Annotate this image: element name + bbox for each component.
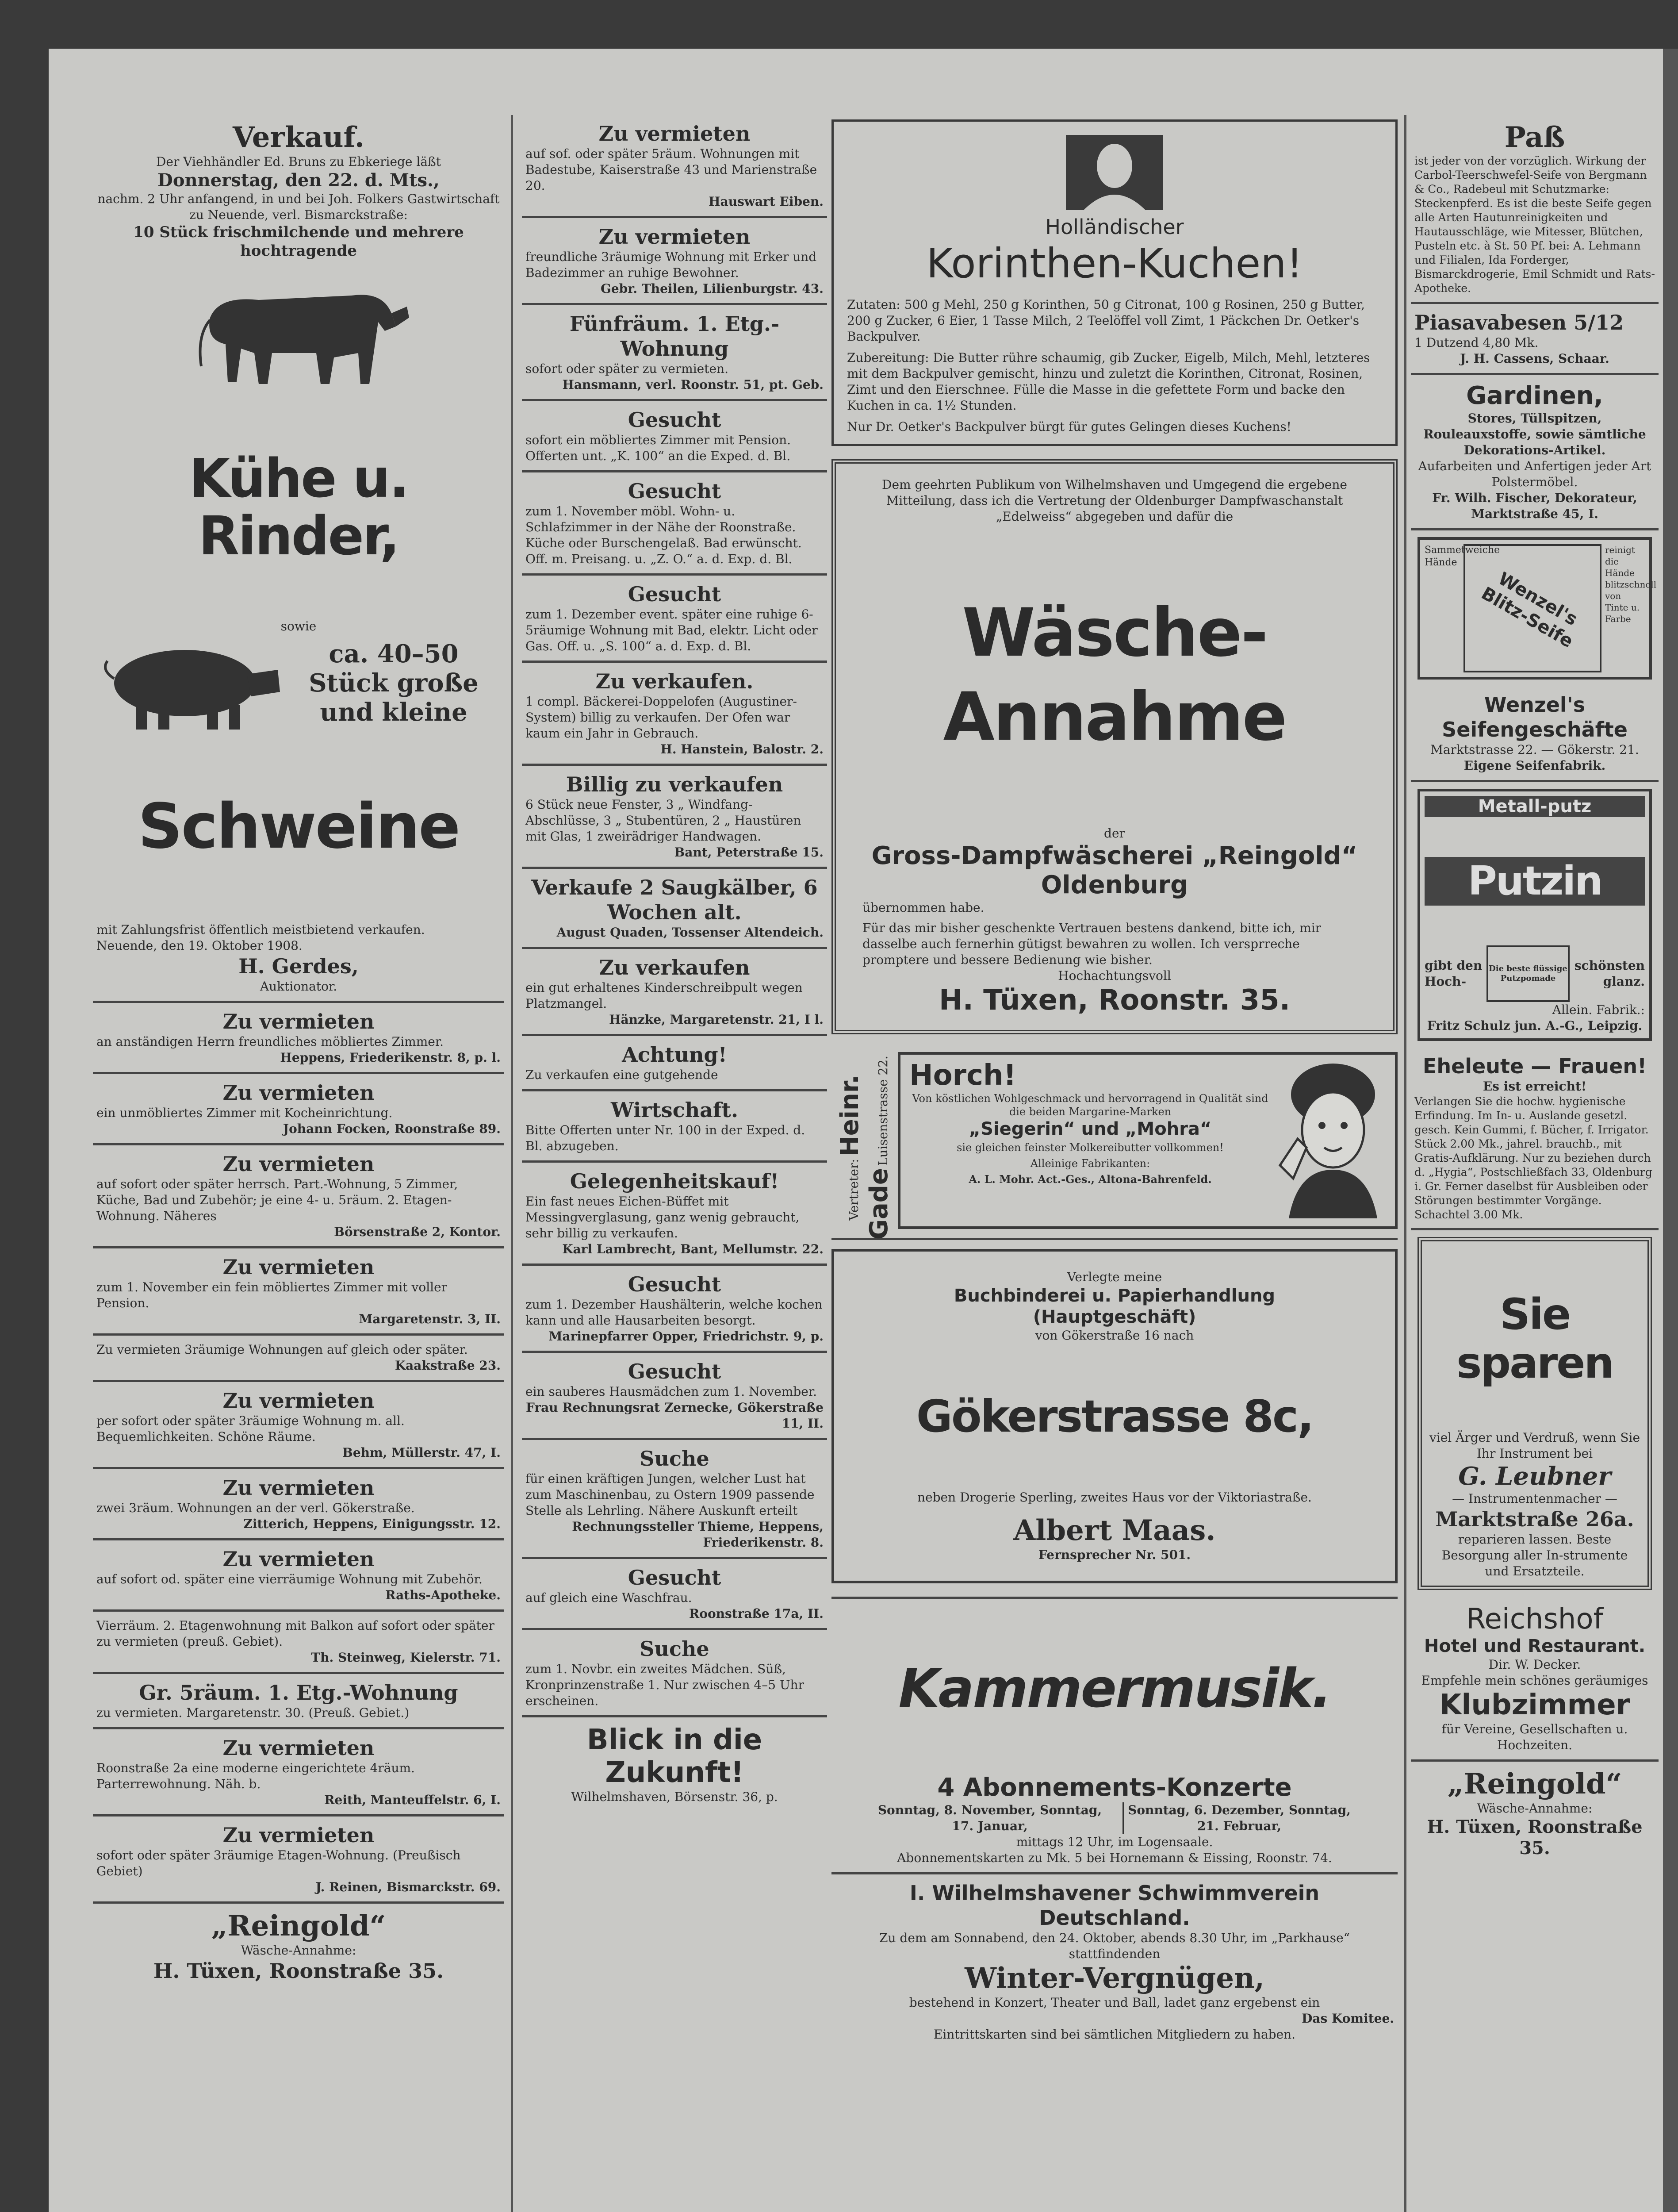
ad-text: auf sofort od. später eine vierräumige Wohnung mit Zubehör. (96, 1572, 483, 1586)
classified-ad (93, 1003, 504, 1074)
classified-ad (522, 401, 827, 472)
ad-text: sofort oder später 3räumige Etagen-Wohnung. (Preußisch Gebiet) (96, 1848, 461, 1878)
ad-text: ein unmöbliertes Zimmer mit Kocheinrichtung. (96, 1106, 393, 1120)
winter-sign: Das Komitee. (1302, 2011, 1394, 2026)
ad-sign: Karl Lambrecht, Bant, Mellumstr. 22. (562, 1242, 824, 1256)
wenzel-title: Wenzel's Seifengeschäfte (1442, 693, 1628, 741)
pass-ad (1411, 115, 1659, 304)
ad-sign: Hänzke, Margaretenstr. 21, I l. (609, 1012, 824, 1027)
schwimm-ad (831, 1874, 1398, 2049)
putzin-title: Putzin (1425, 857, 1645, 906)
column-1 (93, 115, 504, 2212)
putz-left: gibt den Hoch- (1425, 958, 1483, 989)
blick-sub: Wilhelmshaven, Börsenstr. 36, p. (571, 1790, 778, 1804)
ad-sign: Zitterich, Heppens, Einigungsstr. 12. (243, 1517, 501, 1531)
kuchen-title: Korinthen-Kuchen! (926, 240, 1303, 287)
classified-ad (522, 766, 827, 869)
classified-ad (522, 869, 827, 949)
kuehe-heading: Kühe u. Rinder, (189, 448, 408, 567)
waesche-greet: Hochachtungsvoll (1058, 968, 1171, 983)
ad-text: auf gleich eine Waschfrau. (525, 1590, 692, 1605)
reichshof-text: Empfehle mein schönes geräumiges (1421, 1673, 1648, 1688)
ad-title: Gesucht (628, 582, 721, 606)
verkauf-terms: mit Zahlungsfrist öffentlich meistbietend verkaufen. (96, 922, 425, 937)
ad-sign: Th. Steinweg, Kielerstr. 71. (311, 1650, 501, 1665)
horch-text: Von köstlichen Wohlgeschmack und hervorragend in Qualität sind die beiden Margarine-Marken (912, 1092, 1268, 1118)
verkauf-place: Neuende, den 19. Oktober 1908. (96, 938, 303, 953)
ad-title: Zu vermieten (598, 225, 751, 249)
column-divider-right (1404, 115, 1406, 2212)
ad-title: Zu vermieten (222, 1255, 375, 1279)
horch-ad (898, 1052, 1398, 1229)
woman-portrait-icon (1066, 135, 1163, 210)
classified-ad (522, 1091, 827, 1163)
ad-sign: Gebr. Theilen, Lilienburgstr. 43. (600, 281, 824, 296)
ad-title: Zu vermieten (222, 1389, 375, 1413)
kuchen-zubereitung: Zubereitung: Die Butter rühre schaumig, gib Zucker, Eigelb, Milch, Mehl, letzteres mit dem Backpulver gemischt, hinzu und zuletzt die Korinthen, Citronat, Rosinen, Zimt und den Eierschnee. Fülle die Masse in die gefettete Form und backe den Kuchen in ca. 1½ Stunden. (847, 350, 1370, 413)
blitz-side-2: reinigt die Hände blitzschnell von Tinte u. Farbe (1605, 545, 1657, 624)
classified-ad (93, 1674, 504, 1729)
ad-title: Gesucht (628, 1272, 721, 1296)
classified-ad (93, 1816, 504, 1904)
classified-ad (93, 1612, 504, 1674)
kuchen-ad (831, 119, 1398, 446)
classified-ad (522, 218, 827, 305)
schwimm-title: I. Wilhelmshavener Schwimmverein Deutschland. (909, 1881, 1320, 1930)
ad-sign: Kaakstraße 23. (395, 1358, 501, 1373)
column-2 (522, 115, 827, 2212)
ad-title: Fünfräum. 1. Etg.-Wohnung (569, 312, 780, 361)
ad-sign: Raths-Apotheke. (385, 1588, 501, 1602)
abo-dates-2: Sonntag, 6. Dezember, Sonntag, 21. Februar, (1122, 1802, 1354, 1834)
ad-title: Verkaufe 2 Saugkälber, 6 Wochen alt. (531, 876, 818, 924)
gardinen-sign: Fr. Wilh. Fischer, Dekorateur, Marktstraße 45, I. (1432, 491, 1637, 521)
ad-text: zum 1. Novbr. ein zweites Mädchen. Süß, Kronprinzenstraße 1. Nur zwischen 4–5 Uhr erscheinen. (525, 1662, 804, 1708)
abo-title: 4 Abonnements-Konzerte (937, 1773, 1292, 1802)
schweine-heading: Schweine (138, 791, 460, 863)
eheleute-ad (1411, 1048, 1659, 1230)
putz-firm: Fritz Schulz jun. A.-G., Leipzig. (1427, 1018, 1643, 1033)
waesche-uebernommen: übernommen habe. (862, 900, 985, 915)
reingold-sub-right: Wäsche-Annahme: (1477, 1801, 1593, 1816)
column-3 (827, 115, 1402, 2212)
classified-ad (522, 472, 827, 576)
classified-ad (522, 1559, 827, 1630)
maas-addr: Gökerstrasse 8c, (916, 1390, 1313, 1442)
blick-ad (522, 1717, 827, 1811)
classified-ad (93, 1729, 504, 1816)
horch-brands: „Siegerin“ und „Mohra“ (969, 1119, 1212, 1139)
classified-ad (522, 1440, 827, 1559)
maas-near: neben Drogerie Sperling, zweites Haus vor der Viktoriastraße. (917, 1490, 1312, 1505)
ad-sign: Börsenstraße 2, Kontor. (334, 1225, 501, 1239)
ad-text: 1 compl. Bäckerei-Doppelofen (Augustiner-System) billig zu verkaufen. Der Ofen war kaum ein Jahr in Gebrauch. (525, 694, 797, 741)
classified-ad (522, 1163, 827, 1266)
putz-allein: Allein. Fabrik.: (1552, 1002, 1645, 1017)
klub-text: für Vereine, Gesellschaften u. Hochzeiten. (1441, 1722, 1628, 1752)
ad-text: an anständigen Herrn freundliches möbliertes Zimmer. (96, 1034, 444, 1049)
ad-sign: August Quaden, Tossenser Altendeich. (556, 925, 824, 940)
ad-text: 6 Stück neue Fenster, 3 „ Windfang-Abschlüsse, 3 „ Stubentüren, 2 „ Haustüren mit Glas, 1 zweirädriger Handwagen. (525, 797, 801, 844)
gade-vertical (831, 1048, 898, 1240)
ad-text: zum 1. Dezember Haushälterin, welche kochen kann und alle Hausarbeiten besorgt. (525, 1297, 823, 1328)
horch-title: Horch! (909, 1059, 1016, 1092)
classified-ad (93, 1336, 504, 1382)
wenzel-addr: Marktstrasse 22. — Gökerstr. 21. (1430, 742, 1639, 757)
pass-title: Paß (1504, 121, 1565, 154)
ad-text: Vierräum. 2. Etagenwohnung mit Balkon auf sofort oder später zu vermieten (preuß. Gebiet). (96, 1618, 494, 1649)
winter-text: bestehend in Konzert, Theater und Ball, ladet ganz ergebenst ein (909, 1995, 1320, 2010)
ad-text: ein sauberes Hausmädchen zum 1. November. (525, 1384, 817, 1399)
page-edge (1663, 49, 1678, 2212)
ad-title: Gesucht (628, 479, 721, 503)
blitz-side: Sammetweiche Hände (1425, 545, 1500, 568)
waesche-intro: Dem geehrten Publikum von Wilhelmshaven und Umgegend die ergebene Mitteilung, dass ich die Vertretung der Oldenburger Dampfwaschanstalt „Edelweiss“ abgegeben und dafür die (882, 477, 1347, 524)
sparen-text: viel Ärger und Verdruß, wenn Sie Ihr Instrument bei (1429, 1430, 1640, 1461)
maas-from: von Gökerstraße 16 nach (1035, 1328, 1194, 1343)
blick-title: Blick in die Zukunft! (586, 1724, 762, 1789)
klub-title: Klubzimmer (1439, 1689, 1630, 1721)
winter-cards: Eintrittskarten sind bei sämtlichen Mitgliedern zu haben. (933, 2027, 1296, 2042)
ad-text: sofort ein möbliertes Zimmer mit Pension. Offerten unt. „K. 100“ an die Exped. d. Bl. (525, 433, 791, 463)
reingold-ad-left (93, 1904, 504, 1989)
verkauf-ad (93, 115, 504, 1003)
ad-text: zwei 3räum. Wohnungen an der verl. Gökerstraße. (96, 1501, 415, 1515)
ad-title: Achtung! (622, 1043, 727, 1067)
reingold-ad-right (1411, 1762, 1659, 1865)
kammer-title: Kammermusik. (898, 1658, 1331, 1720)
leubner-addr: Marktstraße 26a. (1435, 1507, 1634, 1531)
ad-text: zum 1. November möbl. Wohn- u. Schlafzimmer in der Nähe der Roonstraße. Küche oder Burschengelaß. Bad erwünscht. Off. m. Preisang. u. „Z. O.“ a. d. Exp. d. Bl. (525, 504, 802, 566)
verkauf-title: Verkauf. (232, 121, 365, 154)
kuchen-top: Holländischer (1045, 215, 1184, 239)
wenzel-ad (1411, 686, 1659, 782)
ad-sign: Rechnungssteller Thieme, Heppens, Friederikenstr. 8. (572, 1519, 824, 1550)
eheleute-text: Verlangen Sie die hochw. hygienische Erfindung. Im In- u. Auslande gesetzl. gesch. Kein Gummi, f. Bücher, f. Irrigator. Stück 2.00 Mk., jahrel. brauchb., mit Gratis-Aufklärung. Nur zu beziehen durch d. „Hygia“, Postschließfach 33, Oldenburg i. Gr. Ferner daselbst für Ausbleiben oder Störungen bestimmter Vorgänge. Schachtel 3.00 Mk. (1414, 1095, 1652, 1221)
waesche-text: Für das mir bisher geschenkte Vertrauen bestens dankend, bitte ich, mir dasselbe auch fernerhin gütigst bewahren zu wollen. Ich versprreche promptere und bessere Bedienung wie bisher. (862, 921, 1322, 967)
ad-sign: Behm, Müllerstr. 47, I. (342, 1445, 501, 1460)
reichshof-ad (1411, 1597, 1659, 1762)
reichshof-title: Reichshof (1466, 1603, 1604, 1636)
leubner-role: — Instrumentenmacher — (1452, 1491, 1617, 1506)
woman-ear-icon (1271, 1059, 1386, 1218)
classified-ad (93, 1248, 504, 1336)
classified-ad (522, 115, 827, 218)
classified-ad (93, 1540, 504, 1612)
col2-classifieds (522, 115, 827, 1717)
ad-text: freundliche 3räumige Wohnung mit Erker und Badezimmer an ruhige Bewohner. (525, 250, 817, 280)
ad-text: auf sofort oder später herrsch. Part.-Wohnung, 5 Zimmer, Küche, Bad und Zubehör; je eine 4- u. 5räum. 2. Etagen-Wohnung. Näheres (96, 1177, 458, 1223)
kuchen-end: Nur Dr. Oetker's Backpulver bürgt für gutes Gelingen dieses Kuchens! (847, 419, 1291, 434)
leubner-name: G. Leubner (1458, 1462, 1611, 1491)
classified-ad (522, 1353, 827, 1440)
pig-icon (96, 634, 287, 732)
ad-sign: Margaretenstr. 3, II. (359, 1312, 501, 1326)
waesche-firm: Gross-Dampfwäscherei „Reingold“ Oldenburg (871, 841, 1358, 899)
reingold-title: „Reingold“ (211, 1909, 386, 1943)
ad-sign: Roonstraße 17a, II. (689, 1606, 824, 1621)
blitz-seife-ad (1417, 537, 1657, 680)
classified-ad (522, 1036, 827, 1091)
abo-dates-1: Sonntag, 8. November, Sonntag, 17. Januar, (877, 1803, 1102, 1833)
horch-firm: A. L. Mohr. Act.-Ges., Altona-Bahrenfeld. (969, 1173, 1212, 1186)
verkauf-signer: H. Gerdes, (238, 954, 359, 978)
reingold-sub: Wäsche-Annahme: (241, 1943, 356, 1958)
piassava-sub: 1 Dutzend 4,80 Mk. (1414, 335, 1539, 350)
verkauf-cows: 10 Stück frischmilchende und mehrere hochtragende (133, 223, 464, 260)
ad-title: Wirtschaft. (610, 1098, 739, 1122)
classified-ad (522, 576, 827, 663)
classified-ad (93, 1469, 504, 1540)
leubner-text: reparieren lassen. Beste Besorgung aller In-strumente und Ersatzteile. (1441, 1532, 1628, 1578)
ad-title: Zu vermieten (222, 1081, 375, 1105)
ad-sign: H. Hanstein, Balostr. 2. (660, 742, 824, 757)
gade-addr: Luisenstrasse 22. (876, 1056, 890, 1166)
classified-ad (522, 305, 827, 401)
pig-row (96, 634, 501, 732)
ad-text: Ein fast neues Eichen-Büffet mit Messingverglasung, ganz wenig gebraucht, sehr billig zu verkaufen. (525, 1194, 800, 1240)
sparen-ad (1417, 1237, 1652, 1590)
waesche-sign: H. Tüxen, Roonstr. 35. (939, 984, 1290, 1017)
ad-text: zu vermieten. Margaretenstr. 30. (Preuß. Gebiet.) (96, 1705, 410, 1720)
classified-ad (522, 663, 827, 766)
ad-text: Bitte Offerten unter Nr. 100 in der Exped. d. Bl. abzugeben. (525, 1123, 805, 1153)
putz-right: schönsten glanz. (1574, 958, 1645, 989)
sparen-title: Sie sparen (1456, 1290, 1613, 1388)
gardinen-text-2: Aufarbeiten und Anfertigen jeder Art Polstermöbel. (1418, 459, 1651, 489)
schwimm-text: Zu dem am Sonnabend, den 24. Oktober, abends 8.30 Uhr, im „Parkhause“ stattfindenden (879, 1931, 1350, 1961)
verkauf-role: Auktionator. (260, 979, 337, 994)
classified-ad (93, 1382, 504, 1469)
maas-ad (831, 1249, 1398, 1583)
eheleute-sub: Es ist erreicht! (1483, 1079, 1587, 1094)
ad-text: auf sof. oder später 5räum. Wohnungen mit Badestube, Kaiserstraße 43 und Marienstraße 20. (525, 146, 817, 193)
gardinen-ad (1411, 375, 1659, 530)
horch-row (831, 1048, 1398, 1240)
abo-time: mittags 12 Uhr, im Logensaale. (1016, 1835, 1213, 1849)
ad-title: Zu vermieten (222, 1010, 375, 1033)
ad-sign: Hauswart Eiben. (709, 194, 824, 209)
ad-sign: Heppens, Friederikenstr. 8, p. l. (280, 1050, 501, 1065)
winter-title: Winter-Vergnügen, (965, 1962, 1264, 1995)
classified-ad (93, 1074, 504, 1145)
kammer-ad (831, 1597, 1398, 1874)
ad-title: Gesucht (628, 1359, 721, 1383)
vertreter-label: Vertreter: (847, 1159, 861, 1221)
putzin-ad (1417, 789, 1652, 1041)
pig-count: ca. 40–50 Stück große und kleine (309, 639, 479, 727)
ad-sign: Hansmann, verl. Roonstr. 51, pt. Geb. (562, 377, 824, 392)
piassava-ad (1411, 304, 1659, 375)
abo-cards: Abonnementskarten zu Mk. 5 bei Hornemann & Eissing, Roonstr. 74. (897, 1851, 1332, 1865)
cow-icon (184, 265, 414, 397)
ad-title: Zu vermieten (222, 1547, 375, 1571)
ad-title: Gesucht (628, 408, 721, 432)
ad-sign: Johann Focken, Roonstraße 89. (283, 1121, 501, 1136)
classified-ad (93, 1145, 504, 1248)
ad-sign: J. Reinen, Bismarckstr. 69. (315, 1880, 501, 1894)
reichshof-dir: Dir. W. Decker. (1488, 1657, 1581, 1672)
ad-title: Suche (640, 1447, 709, 1471)
reingold-addr-right: H. Tüxen, Roonstraße 35. (1427, 1816, 1643, 1859)
ad-title: Zu vermieten (598, 122, 751, 146)
ad-sign: Frau Rechnungsrat Zernecke, Gökerstraße 11, II. (525, 1400, 824, 1431)
maas-name: Albert Maas. (1013, 1514, 1216, 1547)
gardinen-title: Gardinen, (1466, 381, 1603, 410)
ad-text: Roonstraße 2a eine moderne eingerichtete 4räum. Parterrewohnung. Näh. b. (96, 1761, 415, 1791)
wenzel-sub: Eigene Seifenfabrik. (1463, 758, 1606, 773)
piassava-sign: J. H. Cassens, Schaar. (1460, 351, 1609, 366)
maas-intro: Verlegte meine (1067, 1270, 1162, 1284)
verkauf-text: Der Viehhändler Ed. Bruns zu Ebkeriege läßt (156, 154, 441, 169)
waesche-der: der (1104, 826, 1125, 841)
ad-text: Zu verkaufen eine gutgehende (525, 1068, 718, 1082)
ad-title: Zu verkaufen (599, 956, 750, 979)
ad-title: Zu vermieten (222, 1823, 375, 1847)
maas-tel: Fernsprecher Nr. 501. (1038, 1548, 1191, 1562)
reichshof-sub: Hotel und Restaurant. (1424, 1636, 1646, 1656)
ad-title: Gelegenheitskauf! (570, 1169, 779, 1193)
classified-ad (522, 1266, 827, 1353)
newspaper-page (49, 49, 1663, 2212)
ad-sign: Reith, Manteuffelstr. 6, I. (324, 1793, 501, 1807)
reingold-addr: H. Tüxen, Roonstraße 35. (153, 1959, 444, 1983)
ad-title: Suche (640, 1637, 709, 1661)
gade-name: Heinr. Gade (835, 1075, 893, 1240)
putz-can-label: Die beste flüssige Putzpomade (1489, 964, 1567, 983)
maas-line: Buchbinderei u. Papierhandlung (Hauptgeschäft) (954, 1286, 1276, 1327)
verkauf-text-2: nachm. 2 Uhr anfangend, in und bei Joh. Folkers Gastwirtschaft zu Neuende, verl. Bismarckstraße: (97, 192, 500, 222)
waesche-ad (831, 459, 1398, 1034)
ad-text: zum 1. November ein fein möbliertes Zimmer mit voller Pension. (96, 1280, 448, 1310)
ad-title: Zu vermieten (222, 1476, 375, 1500)
ad-title: Zu vermieten (222, 1736, 375, 1760)
putz-can-icon (1486, 945, 1570, 1002)
verkauf-date: Donnerstag, den 22. d. Mts., (157, 170, 440, 191)
kuchen-zutaten: Zutaten: 500 g Mehl, 250 g Korinthen, 50 g Citronat, 100 g Rosinen, 250 g Butter, 200 g Zucker, 6 Eier, 1 Tasse Milch, 2 Teelöffel voll Zimt, 1 Päckchen Dr. Oetker's Backpulver. (847, 297, 1365, 344)
putz-top: Metall-putz (1425, 796, 1645, 817)
col1-classifieds (93, 1003, 504, 1904)
ad-text: ein gut erhaltenes Kinderschreibpult wegen Platzmangel. (525, 980, 803, 1011)
horch-sub: sie gleichen feinster Molkereibutter vollkommen! (957, 1141, 1224, 1154)
classified-ad (522, 949, 827, 1036)
piassava-title: Piasavabesen 5/12 (1414, 311, 1624, 334)
classified-ad (522, 1630, 827, 1717)
ad-text: per sofort oder später 3räumige Wohnung m. all. Bequemlichkeiten. Schöne Räume. (96, 1413, 405, 1444)
gardinen-text: Stores, Tüllspitzen, Rouleauxstoffe, sowie sämtliche Dekorations-Artikel. (1423, 411, 1646, 457)
pass-text: ist jeder von der vorzüglich. Wirkung der Carbol-Teerschwefel-Seife von Bergmann & Co., Radebeul mit Schutzmarke: Steckenpferd. Es ist die beste Seife gegen alle Arten Hautunreinigkeiten und Hautausschläge, wie Mitesser, Blütchen, Pusteln etc. à St. 50 Pf. bei: A. Lehmann und Filialen, Ida Forderger, Bismarckdrogerie, Emil Schmidt und Rats-Apotheke. (1414, 154, 1655, 295)
ad-text: zum 1. Dezember event. später eine ruhige 6-5räumige Wohnung mit Bad, elektr. Licht oder Gas. Off. u. „S. 100“ a. d. Exp. d. Bl. (525, 607, 818, 653)
ad-text: sofort oder später zu vermieten. (525, 361, 729, 376)
ad-title: Zu vermieten (222, 1152, 375, 1176)
ad-title: Gesucht (628, 1566, 721, 1590)
ad-text: Zu vermieten 3räumige Wohnungen auf gleich oder später. (96, 1342, 468, 1357)
ad-sign: Marinepfarrer Opper, Friedrichstr. 9, p. (548, 1329, 824, 1344)
blitz-title: Wenzel's Blitz-Seife (1478, 568, 1581, 652)
ad-title: Billig zu verkaufen (566, 772, 783, 796)
eheleute-title: Eheleute — Frauen! (1422, 1054, 1647, 1078)
ad-title: Zu verkaufen. (595, 669, 754, 693)
ad-sign: Bant, Peterstraße 15. (674, 845, 824, 860)
ad-title: Gr. 5räum. 1. Etg.-Wohnung (139, 1681, 458, 1705)
reingold-title-right: „Reingold“ (1447, 1767, 1622, 1801)
sowie-text: sowie (280, 619, 317, 634)
column-divider (511, 115, 513, 2212)
column-4 (1411, 115, 1659, 2212)
ad-text: für einen kräftigen Jungen, welcher Lust hat zum Maschinenbau, zu Ostern 1909 passende Stelle als Lehrling. Nähere Auskunft erteilt (525, 1471, 815, 1518)
waesche-title: Wäsche-Annahme (943, 595, 1286, 756)
horch-fab: Alleinige Fabrikanten: (1030, 1157, 1150, 1170)
